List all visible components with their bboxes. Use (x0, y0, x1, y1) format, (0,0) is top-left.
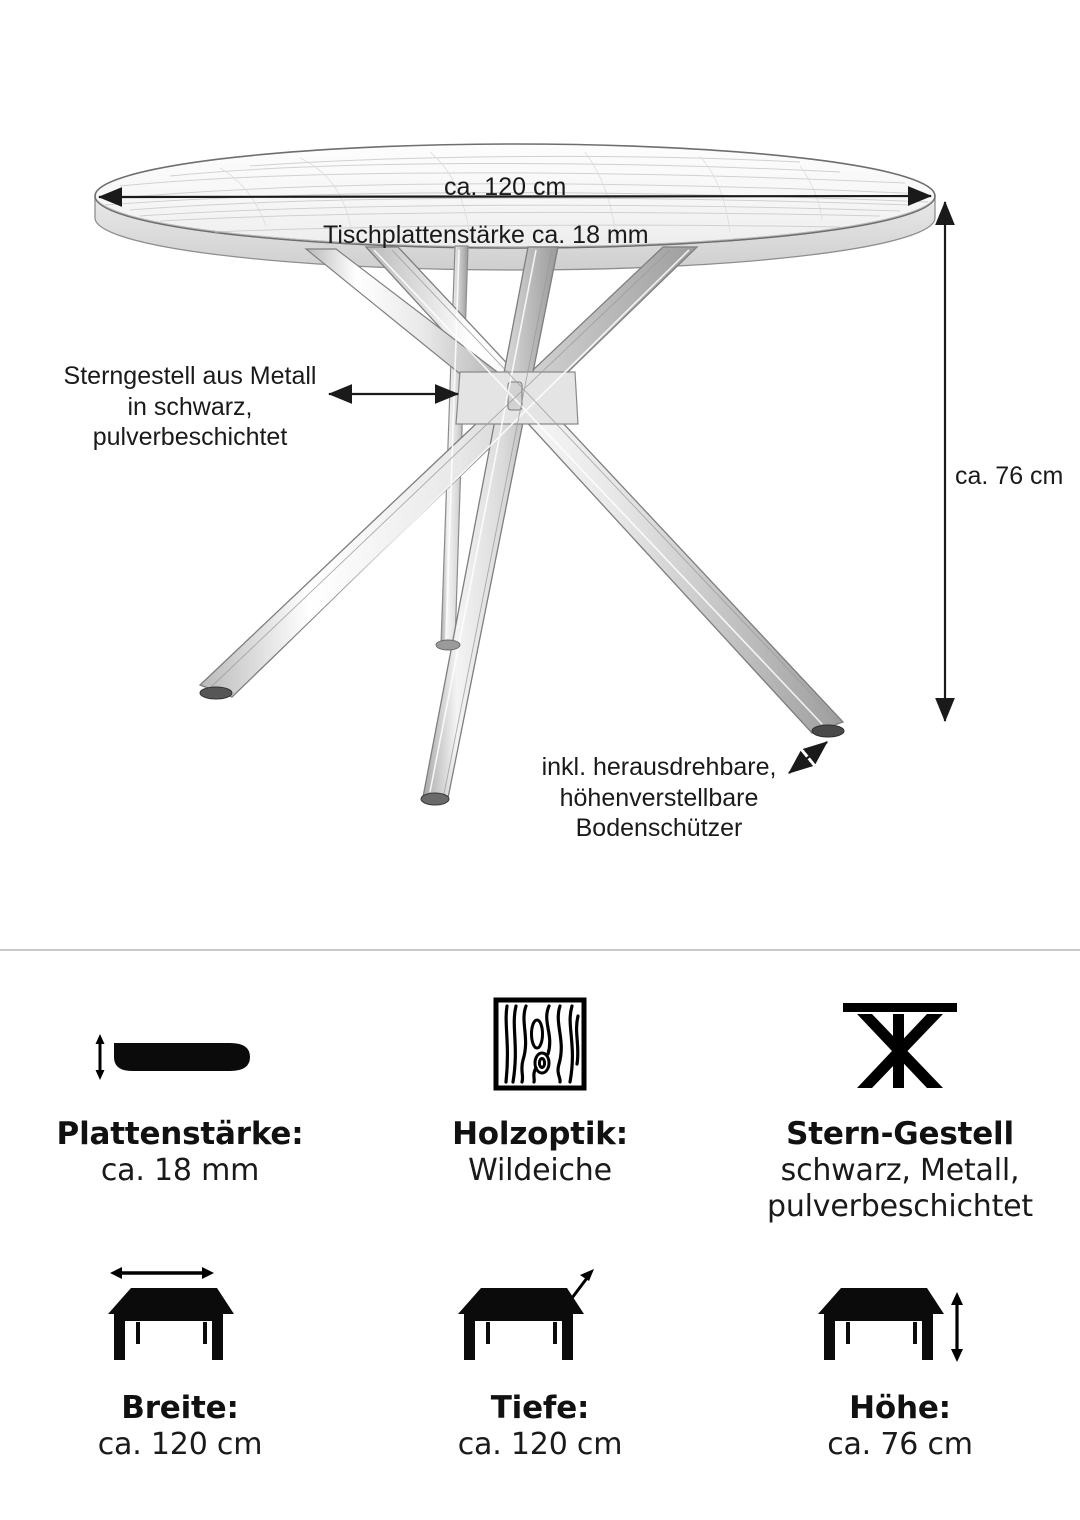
feature-depth (360, 1252, 720, 1502)
frame-annotation-line-1: Sterngestell aus Metall (63, 362, 317, 390)
star-frame-icon (835, 986, 965, 1094)
feature-spec-grid (0, 952, 1080, 1520)
wood-grain-icon (490, 986, 590, 1094)
height-dimension-label: ca. 76 cm (955, 462, 1064, 490)
feature-title: Tiefe: (490, 1390, 590, 1426)
feature-value: ca. 120 cm (457, 1426, 623, 1462)
feature-title: Breite: (121, 1390, 239, 1426)
feature-value: ca. 18 mm (100, 1152, 260, 1188)
feet-annotation-line-1: inkl. herausdrehbare, (541, 753, 777, 781)
feature-value: ca. 120 cm (97, 1426, 263, 1462)
panel-thickness-icon (80, 986, 280, 1094)
feet-annotation-line-3: Bodenschützer (575, 814, 743, 842)
width-dimension-label: ca. 120 cm (444, 173, 567, 201)
section-divider (0, 949, 1080, 951)
feature-value: schwarz, Metall, (780, 1152, 1020, 1188)
table-height-icon (810, 1252, 990, 1370)
frame-annotation-label (62, 361, 318, 453)
feature-panel-thickness (0, 986, 360, 1246)
feature-title: Höhe: (849, 1390, 951, 1426)
feature-title: Stern-Gestell (786, 1116, 1014, 1152)
feature-height (720, 1252, 1080, 1502)
table-width-icon (90, 1252, 270, 1370)
feet-annotation-line-2: höhenverstellbare (559, 783, 759, 812)
feature-title: Plattenstärke: (56, 1116, 304, 1152)
feature-title: Holzoptik: (452, 1116, 628, 1152)
feature-wood-look (360, 986, 720, 1246)
feature-row-bottom (0, 1252, 1080, 1502)
feet-annotation-label (540, 752, 778, 844)
tabletop-shape (95, 144, 935, 270)
feature-star-frame (720, 986, 1080, 1246)
frame-annotation-line-2: in schwarz, (127, 392, 253, 421)
feature-row-top (0, 986, 1080, 1246)
feature-width (0, 1252, 360, 1502)
table-depth-icon (450, 1252, 630, 1370)
frame-annotation-line-3: pulverbeschichtet (92, 423, 288, 451)
thickness-dimension-label: Tischplattenstärke ca. 18 mm (323, 221, 649, 249)
feet-leader-arrow (789, 742, 827, 773)
feature-value-extra: pulverbeschichtet (767, 1188, 1033, 1224)
star-base-frame (200, 246, 844, 805)
feature-value: Wildeiche (468, 1152, 612, 1188)
feature-value: ca. 76 cm (827, 1426, 973, 1462)
